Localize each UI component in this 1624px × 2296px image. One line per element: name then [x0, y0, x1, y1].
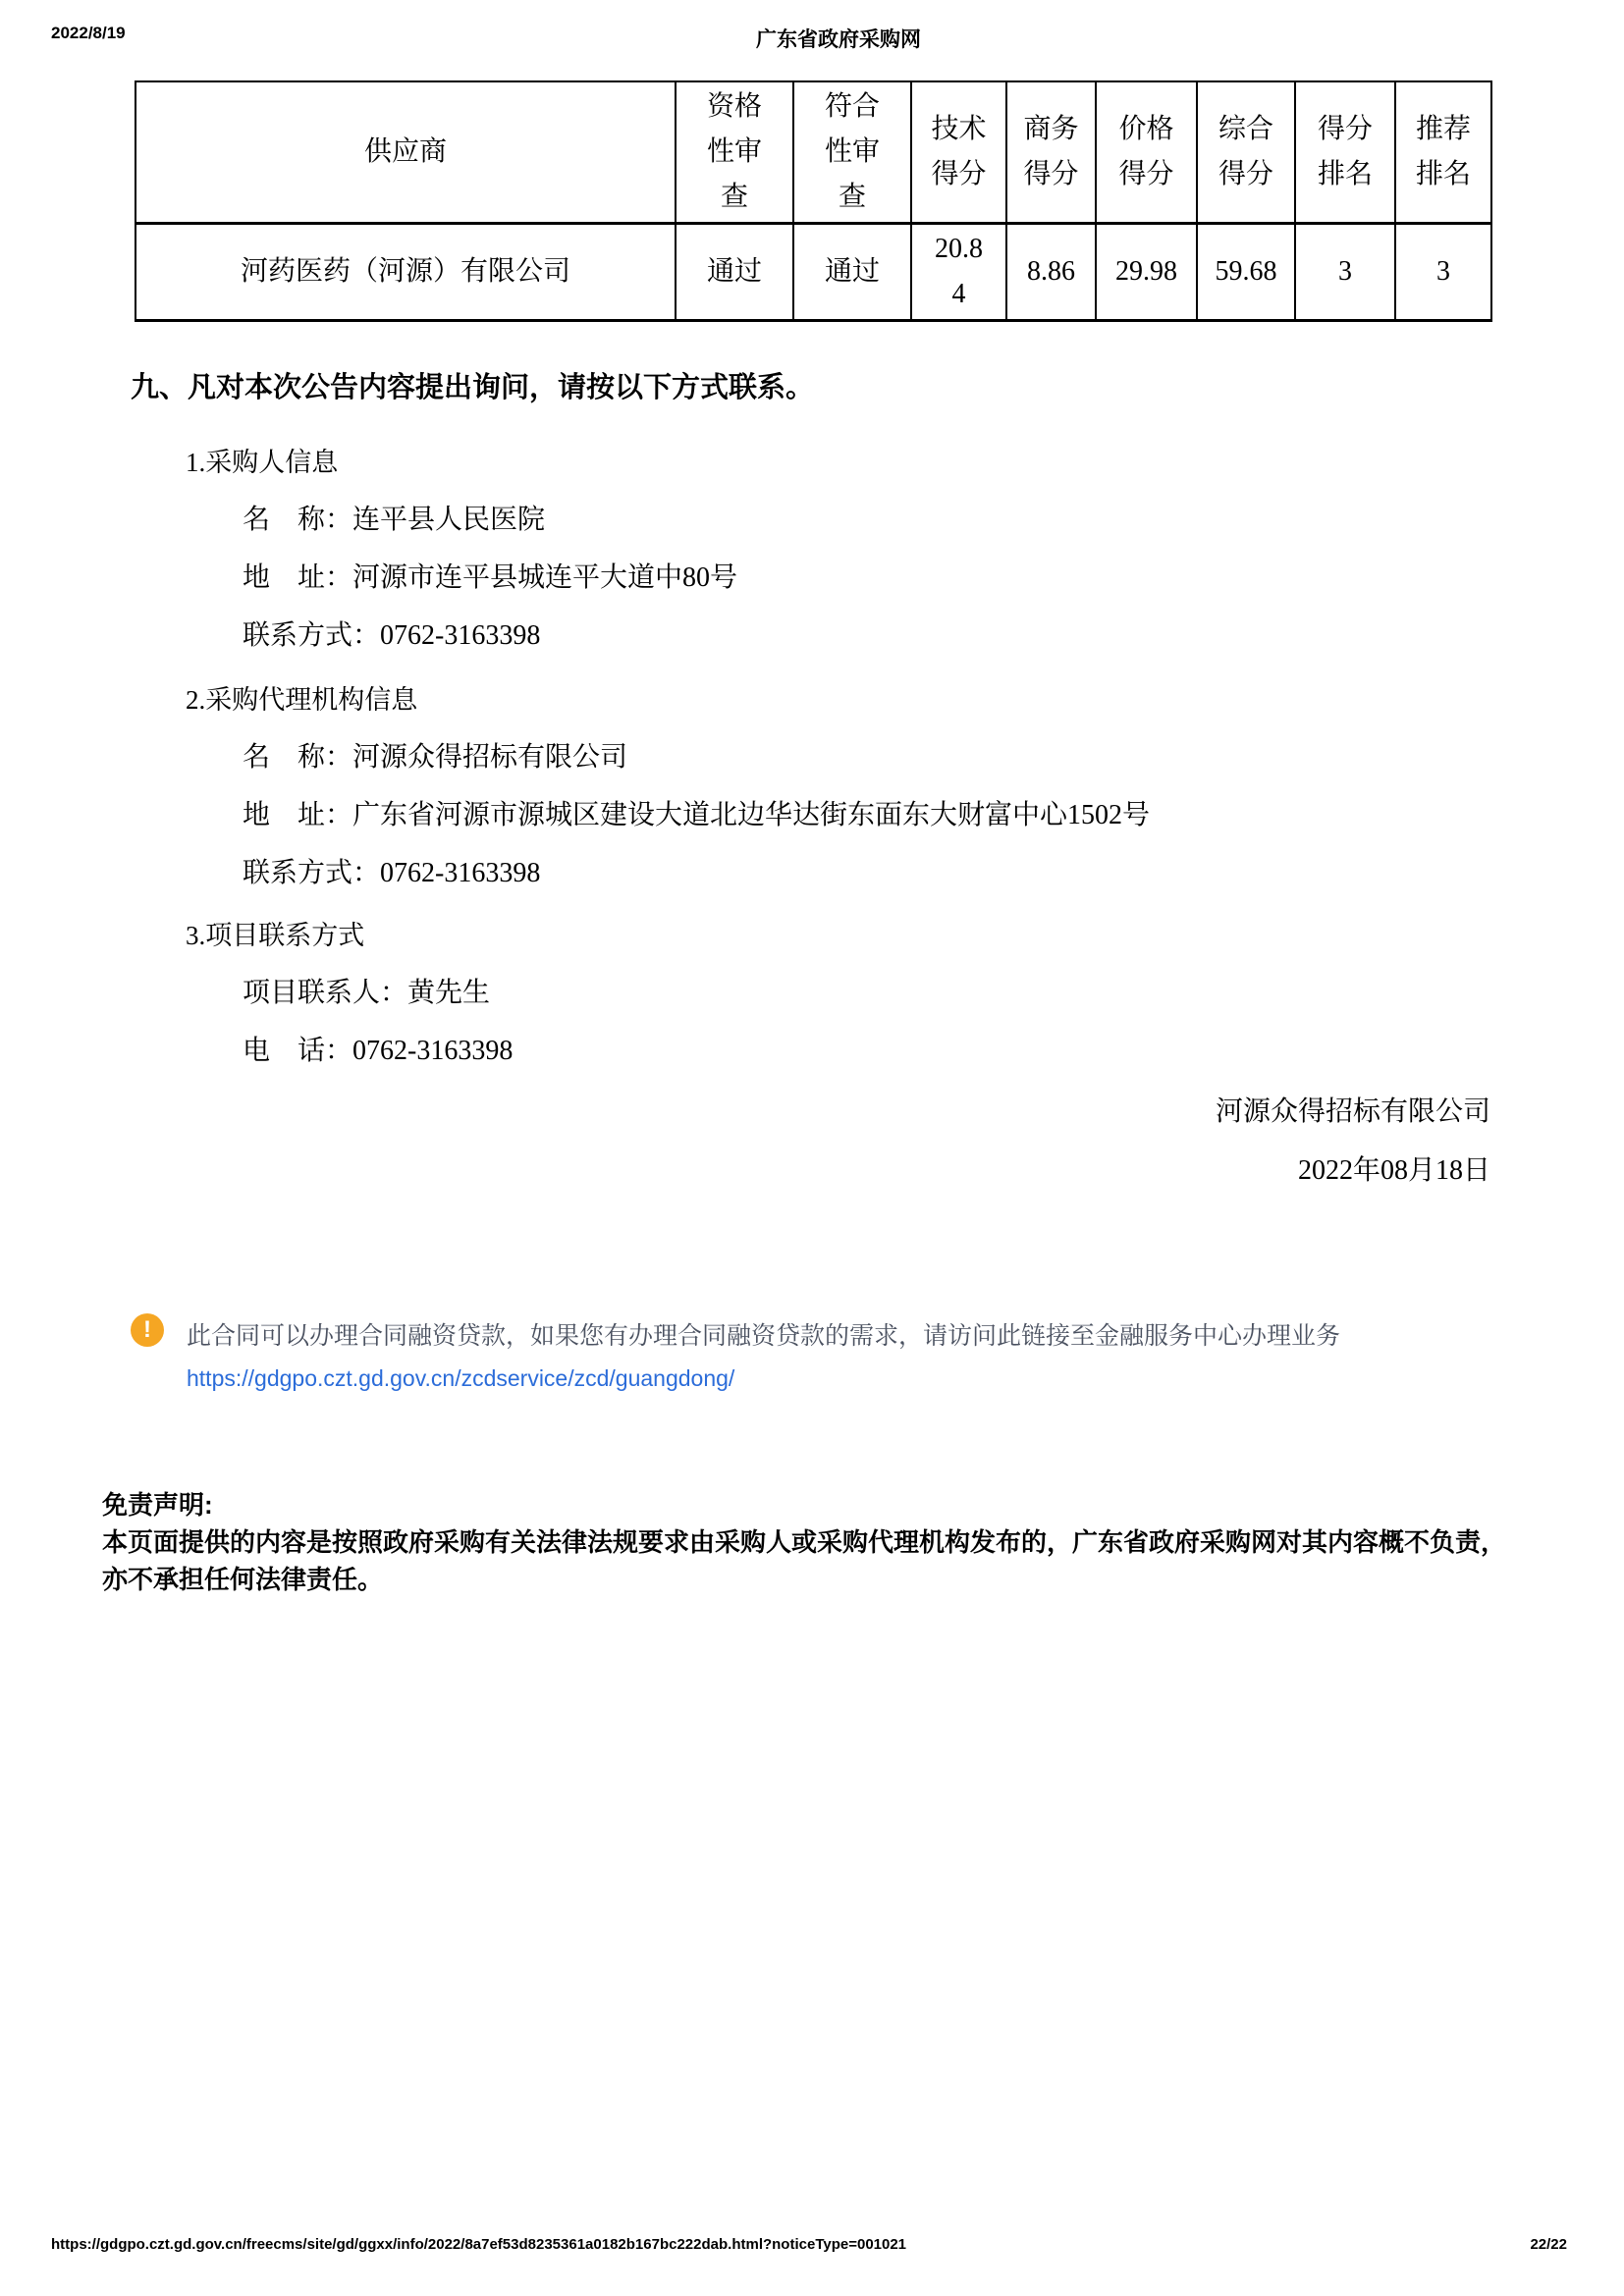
- print-header-date: 2022/8/19: [51, 24, 126, 42]
- cell-qualification-result: 通过: [676, 223, 793, 320]
- agency-address: 地 址：广东省河源市源城区建设大道北边华达街东面东大财富中心1502号: [243, 800, 1151, 830]
- cell-supplier-name: 河药医药（河源）有限公司: [135, 223, 676, 320]
- agency-contact: 联系方式：0762-3163398: [243, 858, 541, 888]
- disclaimer-body: 本页面提供的内容是按照政府采购有关法律法规要求由采购人或采购代理机构发布的，广东省政府采购网对其内容概不负责，亦不承担任何法律责任。: [102, 1527, 1507, 1594]
- signature-company: 河源众得招标有限公司: [1215, 1096, 1490, 1127]
- table-header-score-rank: 得分排名: [1295, 81, 1395, 223]
- exclamation-circle-icon: !: [131, 1313, 164, 1347]
- signature-date: 2022年08月18日: [1297, 1155, 1490, 1186]
- agency-name: 名 称：河源众得招标有限公司: [243, 742, 628, 773]
- cell-total-score: 59.68: [1197, 223, 1295, 320]
- cell-price-score: 29.98: [1096, 223, 1197, 320]
- table-header-row: [135, 81, 1491, 223]
- table-header-business-score: 商务得分: [1006, 81, 1096, 223]
- table-header-conformity-review: 符合性审查: [793, 81, 911, 223]
- table-header-price-score: 价格得分: [1096, 81, 1197, 223]
- table-header-technical-score: 技术得分: [911, 81, 1006, 223]
- section-heading: 九、凡对本次公告内容提出询问，请按以下方式联系。: [131, 372, 815, 403]
- cell-score-rank: 3: [1295, 223, 1395, 320]
- cell-recommend-rank: 3: [1395, 223, 1491, 320]
- print-footer-url: https://gdgpo.czt.gd.gov.cn/freecms/site/gd/ggxx/info/2022/8a7ef53d8235361a0182b167bc222dab.html?noticeType=001021: [51, 2236, 907, 2253]
- purchaser-address: 地 址：河源市连平县城连平大道中80号: [243, 562, 738, 593]
- cell-conformity-result: 通过: [793, 223, 911, 320]
- print-footer-page-number: 22/22: [1530, 2236, 1567, 2253]
- purchaser-name: 名 称：连平县人民医院: [243, 505, 546, 535]
- finance-notice-text: 此合同可以办理合同融资贷款，如果您有办理合同融资贷款的需求，请访问此链接至金融服务中心办理业务: [187, 1322, 1341, 1350]
- table-header-recommend-rank: 推荐排名: [1395, 81, 1491, 223]
- purchaser-contact: 联系方式：0762-3163398: [243, 620, 541, 651]
- table-header-qualification-review: 资格性审查: [676, 81, 793, 223]
- agency-info-title: 2.采购代理机构信息: [186, 685, 418, 715]
- project-contact-person: 项目联系人：黄先生: [243, 978, 491, 1008]
- cell-business-score: 8.86: [1006, 223, 1096, 320]
- finance-service-link[interactable]: https://gdgpo.czt.gd.gov.cn/zcdservice/zcd/guangdong/: [187, 1365, 735, 1391]
- supplier-evaluation-table: [135, 80, 1492, 322]
- purchaser-info-title: 1.采购人信息: [186, 448, 339, 477]
- cell-technical-score: 20.84: [911, 223, 1006, 320]
- table-header-supplier: 供应商: [135, 81, 676, 223]
- disclaimer-block: [102, 1486, 1526, 1598]
- table-header-total-score: 综合得分: [1197, 81, 1295, 223]
- project-contact-title: 3.项目联系方式: [186, 921, 365, 950]
- print-header-title: 广东省政府采购网: [756, 28, 921, 51]
- project-phone: 电 话：0762-3163398: [243, 1036, 514, 1066]
- disclaimer-title: 免责声明:: [102, 1490, 213, 1520]
- table-row: [135, 223, 1491, 320]
